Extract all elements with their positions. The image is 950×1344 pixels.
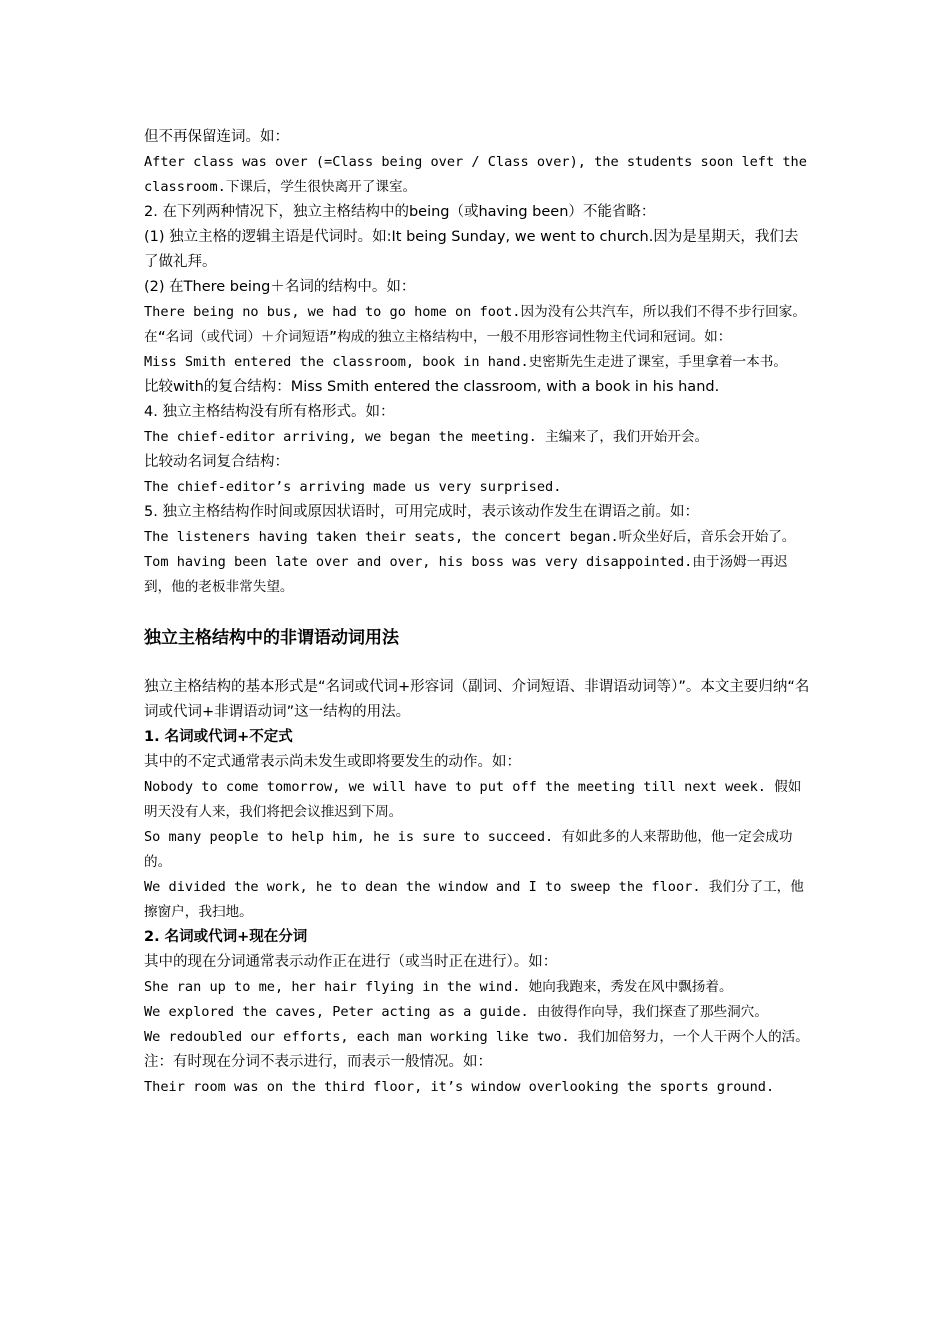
paragraph-line: 其中的不定式通常表示尚未发生或即将要发生的动作。如：	[144, 754, 521, 770]
paragraph-line: 1. 名词或代词+不定式	[144, 729, 293, 745]
paragraph-line: The chief-editor arriving, we began the meeting. 主编来了，我们开始开会。	[144, 429, 709, 445]
paragraph-line: 2. 名词或代词+现在分词	[144, 929, 308, 945]
paragraph-line: 4. 独立主格结构没有所有格形式。如：	[144, 404, 395, 420]
section-heading: 独立主格结构中的非谓语动词用法	[144, 628, 399, 648]
paragraph-line: (1) 独立主格的逻辑主语是代词时。如:It being Sunday, we went to church.因为是星期天，我们去了做礼拜。	[144, 229, 799, 270]
paragraph-line: 其中的现在分词通常表示动作正在进行（或当时正在进行）。如：	[144, 954, 558, 970]
paragraph-line: We redoubled our efforts, each man working like two. 我们加倍努力，一个人干两个人的活。	[144, 1029, 809, 1045]
paragraph-line: The chief-editor’s arriving made us very surprised.	[144, 479, 562, 495]
paragraph-line: Nobody to come tomorrow, we will have to put off the meeting till next week. 假如明天没有人来，我们将把会议推迟到下周。	[144, 779, 802, 820]
paragraph-line: She ran up to me, her hair flying in the wind. 她向我跑来，秀发在风中飘扬着。	[144, 979, 733, 995]
section-2	[144, 675, 812, 1100]
document-page	[144, 125, 816, 1100]
section-1	[144, 125, 816, 600]
paragraph-line: 2. 在下列两种情况下，独立主格结构中的being（或having been）不能省略：	[144, 204, 656, 220]
paragraph-line: We divided the work, he to dean the window and I to sweep the floor. 我们分了工，他擦窗户，我扫地。	[144, 879, 804, 920]
paragraph-line: 独立主格结构的基本形式是“名词或代词+形容词（副词、介词短语、非谓语动词等）”。本文主要归纳“名词或代词+非谓语动词”这一结构的用法。	[144, 679, 810, 720]
paragraph-line: 比较动名词复合结构：	[144, 454, 289, 470]
paragraph-line: 5. 独立主格结构作时间或原因状语时，可用完成时，表示该动作发生在谓语之前。如：	[144, 504, 699, 520]
paragraph-line: 但不再保留连词。如：	[144, 129, 289, 145]
paragraph-line: The listeners having taken their seats, the concert began.听众坐好后，音乐会开始了。	[144, 529, 796, 545]
paragraph-line: After class was over (=Class being over / Class over), the students soon left the classroom.下课后，学生很快离开了课室。	[144, 154, 816, 195]
paragraph-line: (2) 在There being＋名词的结构中。如：	[144, 279, 416, 295]
paragraph-line: 注：有时现在分词不表示进行，而表示一般情况。如：	[144, 1054, 492, 1070]
paragraph-line: So many people to help him, he is sure to succeed. 有如此多的人来帮助他，他一定会成功的。	[144, 829, 793, 870]
paragraph-line: 比较with的复合结构：Miss Smith entered the classroom, with a book in his hand.	[144, 379, 720, 395]
paragraph-line: We explored the caves, Peter acting as a guide. 由彼得作向导，我们探查了那些洞穴。	[144, 1004, 768, 1020]
paragraph-line: Their room was on the third floor, it’s window overlooking the sports ground.	[144, 1079, 775, 1095]
paragraph-line: Tom having been late over and over, his boss was very disappointed.由于汤姆一再迟到，他的老板非常失望。	[144, 554, 788, 595]
paragraph-line: There being no bus, we had to go home on foot.因为没有公共汽车，所以我们不得不步行回家。 在“名词（或代词）＋介词短语”构成的独立主格结构中，一般不用形容词性物主代词和冠词。如：	[144, 304, 815, 345]
paragraph-line: Miss Smith entered the classroom, book in hand.史密斯先生走进了课室，手里拿着一本书。	[144, 354, 787, 370]
